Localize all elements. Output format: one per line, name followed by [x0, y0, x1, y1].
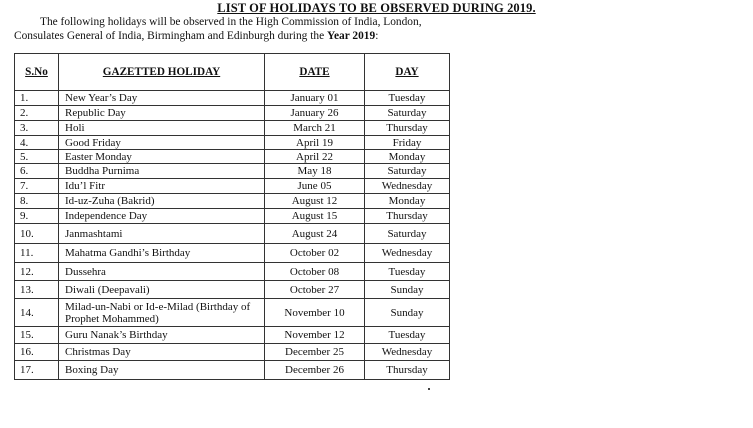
cell-day: Thursday — [365, 361, 450, 380]
cell-day: Tuesday — [365, 327, 450, 344]
cell-holiday: Holi — [59, 121, 265, 136]
cell-date: December 26 — [265, 361, 365, 380]
header-sno: S.No — [15, 54, 59, 91]
table-row — [15, 209, 450, 224]
cell-date: October 02 — [265, 244, 365, 263]
table-row — [15, 224, 450, 244]
cell-holiday: Diwali (Deepavali) — [59, 281, 265, 299]
header-date: DATE — [265, 54, 365, 91]
cell-day: Sunday — [365, 281, 450, 299]
intro-text: The following holidays will be observed in the High Commission of India, London, Consulates General of India, Birmingham and Edinburgh during the — [14, 16, 422, 42]
cell-date: April 22 — [265, 150, 365, 164]
cell-sno: 9. — [15, 209, 59, 224]
header-holiday: GAZETTED HOLIDAY — [59, 54, 265, 91]
cell-date: March 21 — [265, 121, 365, 136]
table-row — [15, 106, 450, 121]
table-row — [15, 263, 450, 281]
cell-holiday: Boxing Day — [59, 361, 265, 380]
header-day: DAY — [365, 54, 450, 91]
cell-date: April 19 — [265, 136, 365, 150]
table-row — [15, 179, 450, 194]
cell-sno: 17. — [15, 361, 59, 380]
cell-date: August 24 — [265, 224, 365, 244]
intro-end: : — [375, 29, 379, 42]
cell-sno: 8. — [15, 194, 59, 209]
cell-holiday: Guru Nanak’s Birthday — [59, 327, 265, 344]
holiday-table — [14, 53, 450, 380]
cell-sno: 15. — [15, 327, 59, 344]
cell-date: December 25 — [265, 344, 365, 361]
table-header-row — [15, 54, 450, 91]
cell-day: Saturday — [365, 164, 450, 179]
intro-paragraph — [14, 16, 454, 43]
cell-date: May 18 — [265, 164, 365, 179]
cell-day: Saturday — [365, 106, 450, 121]
document-title: LIST OF HOLIDAYS TO BE OBSERVED DURING 2019. — [217, 1, 536, 15]
cell-sno: 12. — [15, 263, 59, 281]
table-row — [15, 299, 450, 327]
cell-holiday: Buddha Purnima — [59, 164, 265, 179]
cell-date: November 10 — [265, 299, 365, 327]
cell-day: Monday — [365, 150, 450, 164]
table-row — [15, 244, 450, 263]
cell-day: Sunday — [365, 299, 450, 327]
cell-sno: 3. — [15, 121, 59, 136]
cell-day: Monday — [365, 194, 450, 209]
cell-sno: 4. — [15, 136, 59, 150]
cell-date: June 05 — [265, 179, 365, 194]
table-row — [15, 344, 450, 361]
cell-holiday: New Year’s Day — [59, 91, 265, 106]
cell-holiday: Dussehra — [59, 263, 265, 281]
cell-day: Tuesday — [365, 263, 450, 281]
cell-holiday: Independence Day — [59, 209, 265, 224]
table-row — [15, 327, 450, 344]
cell-holiday: Easter Monday — [59, 150, 265, 164]
cell-date: August 12 — [265, 194, 365, 209]
cell-holiday: Id-uz-Zuha (Bakrid) — [59, 194, 265, 209]
cell-date: November 12 — [265, 327, 365, 344]
cell-day: Wednesday — [365, 344, 450, 361]
cell-holiday: Good Friday — [59, 136, 265, 150]
table-row — [15, 164, 450, 179]
table-row — [15, 121, 450, 136]
intro-year: Year 2019 — [326, 29, 376, 42]
table-body — [15, 91, 450, 380]
cell-date: January 26 — [265, 106, 365, 121]
cell-sno: 11. — [15, 244, 59, 263]
cell-day: Wednesday — [365, 244, 450, 263]
stray-dot — [428, 388, 430, 390]
cell-day: Tuesday — [365, 91, 450, 106]
cell-day: Thursday — [365, 121, 450, 136]
table-row — [15, 361, 450, 380]
table-row — [15, 150, 450, 164]
cell-sno: 7. — [15, 179, 59, 194]
cell-day: Saturday — [365, 224, 450, 244]
cell-date: October 08 — [265, 263, 365, 281]
cell-holiday: Janmashtami — [59, 224, 265, 244]
table-row — [15, 281, 450, 299]
cell-day: Thursday — [365, 209, 450, 224]
cell-date: August 15 — [265, 209, 365, 224]
cell-holiday: Republic Day — [59, 106, 265, 121]
table-row — [15, 194, 450, 209]
cell-holiday: Mahatma Gandhi’s Birthday — [59, 244, 265, 263]
cell-holiday: Milad-un-Nabi or Id-e-Milad (Birthday of Prophet Mohammed) — [59, 299, 265, 327]
cell-day: Friday — [365, 136, 450, 150]
cell-sno: 5. — [15, 150, 59, 164]
cell-sno: 13. — [15, 281, 59, 299]
table-row — [15, 91, 450, 106]
cell-sno: 6. — [15, 164, 59, 179]
cell-date: October 27 — [265, 281, 365, 299]
cell-sno: 10. — [15, 224, 59, 244]
cell-sno: 1. — [15, 91, 59, 106]
cell-holiday: Idu’l Fitr — [59, 179, 265, 194]
cell-holiday: Christmas Day — [59, 344, 265, 361]
cell-day: Wednesday — [365, 179, 450, 194]
cell-sno: 14. — [15, 299, 59, 327]
cell-date: January 01 — [265, 91, 365, 106]
cell-sno: 16. — [15, 344, 59, 361]
cell-sno: 2. — [15, 106, 59, 121]
table-row — [15, 136, 450, 150]
